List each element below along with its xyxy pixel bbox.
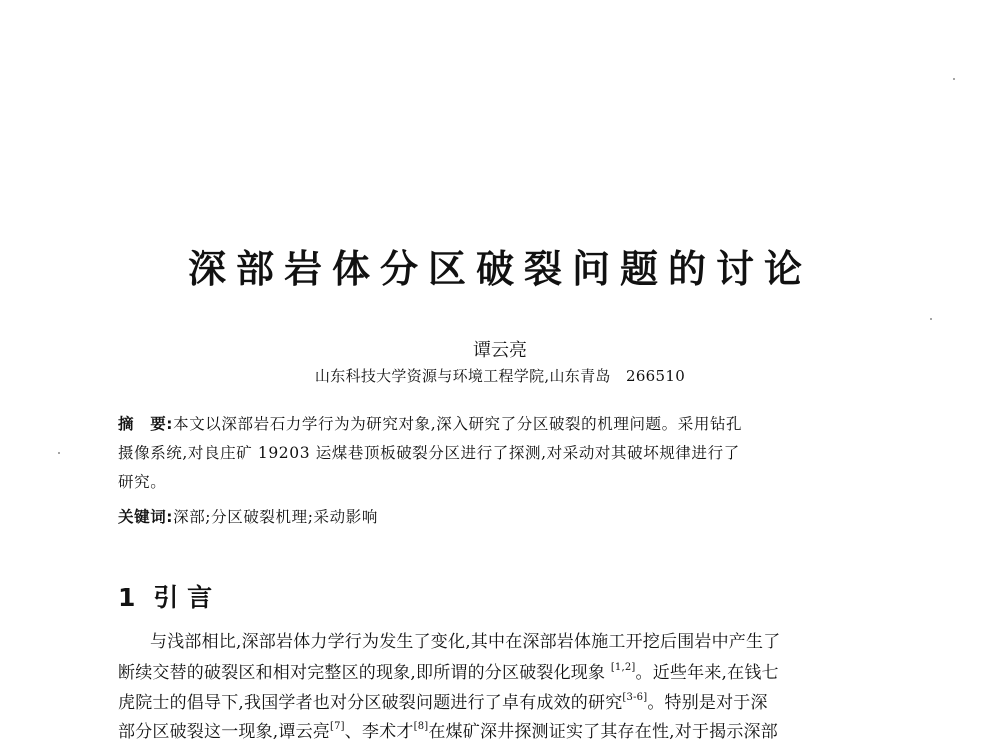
body-line-3: [118, 688, 768, 713]
scan-speck: [953, 78, 955, 80]
keywords-line: [118, 505, 378, 527]
keywords-text: 深部;分区破裂机理;采动影响: [173, 508, 378, 526]
citation-ref: [1,2]: [610, 662, 636, 673]
citation-ref: [7]: [330, 721, 345, 732]
paper-title: 深部岩体分区破裂问题的讨论: [187, 247, 812, 291]
citation-ref: [3-6]: [622, 692, 648, 703]
section-title: 引 言: [153, 583, 213, 612]
scan-speck: [930, 318, 932, 320]
citation-ref: [8]: [413, 721, 429, 732]
body-tail-3: 。特别是对于深: [647, 693, 768, 713]
body-text-3: 虎院士的倡导下,我国学者也对分区破裂问题进行了卓有成效的研究: [118, 693, 623, 713]
body-text-4a: 部分区破裂这一现象,谭云亮: [118, 722, 331, 742]
abstract-line-1: [118, 412, 742, 434]
body-line-4: [118, 717, 778, 742]
abstract-line-3: 研究。: [118, 473, 167, 491]
affiliation: 山东科技大学资源与环境工程学院,山东青岛 266510: [314, 367, 686, 385]
abstract-text-1: 本文以深部岩石力学行为为研究对象,深入研究了分区破裂的机理问题。采用钻孔: [173, 415, 743, 433]
body-text-4b: 、李术才: [344, 722, 414, 742]
section-heading: [118, 578, 212, 614]
body-tail-2: 。近些年来,在钱七: [635, 663, 779, 683]
body-tail-4: 在煤矿深井探测证实了其存在性,对于揭示深部: [428, 722, 778, 742]
abstract-label: 摘 要:: [118, 415, 174, 433]
body-line-2: [118, 658, 779, 683]
author-name: 谭云亮: [473, 340, 527, 361]
keywords-label: 关键词:: [118, 508, 174, 526]
body-text-2: 断续交替的破裂区和相对完整区的现象,即所谓的分区破裂化现象: [118, 663, 606, 683]
body-line-1: 与浅部相比,深部岩体力学行为发生了变化,其中在深部岩体施工开挖后围岩中产生了: [150, 632, 781, 652]
scan-speck: [58, 452, 60, 454]
section-number: 1: [118, 583, 136, 612]
abstract-line-2: 摄像系统,对良庄矿 19203 运煤巷顶板破裂分区进行了探测,对采动对其破坏规律进行了: [118, 444, 740, 462]
